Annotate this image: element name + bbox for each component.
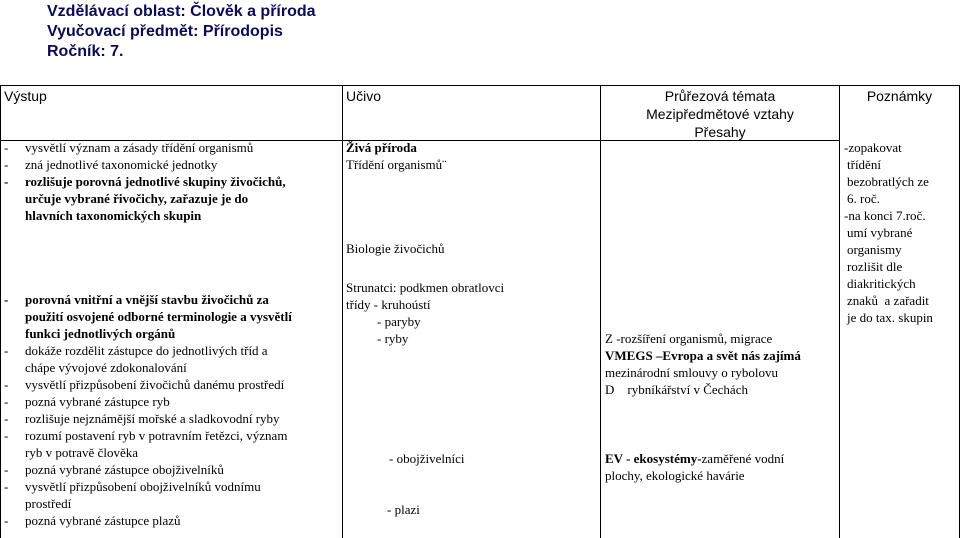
prurez-d: D rybníkářství v Čechách [605, 382, 748, 397]
output-item [4, 326, 175, 343]
note-line: třídění [847, 157, 881, 172]
ucivo-ryby: - ryby [377, 331, 409, 346]
output-text: rozumí postavení ryb v potravním řetězci, význam [25, 428, 288, 443]
output-dash [4, 208, 25, 225]
note-line: umí vybrané [847, 225, 913, 240]
output-dash: - [4, 343, 9, 358]
header-area: Vzdělávací oblast: Člověk a příroda [47, 3, 316, 20]
output-item [4, 496, 71, 513]
prurez-z: Z -rozšíření organismů, migrace [605, 331, 773, 346]
prurez-mezinarodni: mezinárodní smlouvy o rybolovu [605, 365, 778, 380]
output-dash [4, 326, 25, 343]
column-header-prurez [601, 87, 839, 141]
output-text: ryb v potravě člověka [25, 445, 138, 460]
output-item [4, 292, 269, 309]
output-item [4, 377, 284, 394]
output-dash: - [4, 157, 9, 172]
output-dash [4, 496, 25, 513]
output-dash: - [4, 140, 9, 155]
output-item [4, 343, 268, 360]
output-item [4, 462, 224, 479]
output-dash: - [4, 292, 9, 307]
note-line: znaků a zařadit [847, 293, 929, 308]
output-dash [4, 191, 25, 208]
output-text: funkci jednotlivých orgánů [25, 326, 176, 341]
output-text: vysvětlí přizpůsobení živočichů danému prostředí [25, 377, 285, 392]
output-text: porovná vnitřní a vnější stavbu živočichů za [25, 292, 269, 307]
ucivo-trideni: Třídění organismů¨ [346, 157, 447, 172]
output-text: určuje vybrané řivočichy, zařazuje je do [25, 191, 249, 206]
ucivo-tridy: třídy - kruhoústí [346, 297, 431, 312]
column-divider-2 [600, 85, 601, 538]
output-text: vysvětlí přizpůsobení obojživelníků vodnímu [25, 479, 261, 494]
note-line: rozlišit dle [847, 259, 903, 274]
output-text: zná jednotlivé taxonomické jednotky [25, 157, 218, 172]
output-dash [4, 360, 25, 377]
output-text: pozná vybrané zástupce plazů [25, 513, 181, 528]
output-dash: - [4, 428, 9, 443]
curriculum-table [0, 85, 960, 538]
output-text: chápe vývojové zdokonalování [25, 360, 187, 375]
prurez-label: Průřezová témata [664, 88, 776, 104]
column-header-ucivo: Učivo [346, 88, 382, 104]
ucivo-plazi: - plazi [387, 502, 420, 517]
output-text: prostředí [25, 496, 72, 511]
output-text: použití osvojené odborné terminologie a vysvětlí [25, 309, 292, 324]
output-item [4, 411, 280, 428]
output-text: vysvětlí význam a zásady třídění organismů [25, 140, 254, 155]
prurez-vmegs: VMEGS –Evropa a svět nás zajímá [605, 348, 801, 363]
ucivo-biologie: Biologie živočichů [346, 241, 445, 256]
ucivo-strunatci: Strunatci: podkmen obratlovci [346, 280, 505, 295]
ucivo-ziva: Živá příroda [346, 140, 417, 155]
output-item [4, 394, 170, 411]
output-item [4, 140, 253, 157]
output-item [4, 208, 201, 225]
prurez-plochy: plochy, ekologické havárie [605, 468, 745, 483]
header-grade: Ročník: 7. [47, 43, 124, 60]
output-dash [4, 309, 25, 326]
output-dash: - [4, 513, 9, 528]
output-item [4, 428, 287, 445]
note-line: -na konci 7.roč. [844, 208, 926, 223]
ucivo-obojzivelnici: - obojživelníci [389, 451, 465, 466]
output-item [4, 445, 138, 462]
output-dash: - [4, 377, 9, 392]
note-line: organismy [847, 242, 902, 257]
output-text: pozná vybrané zástupce ryb [25, 394, 170, 409]
table-border-top [0, 85, 960, 86]
column-header-vystup: Výstup [4, 88, 47, 104]
output-dash: - [4, 479, 9, 494]
output-dash: - [4, 174, 9, 189]
mezipredmet-label: Mezipředmětové vztahy [646, 106, 794, 122]
output-text: rozlišuje nejznámější mořské a sladkovodní ryby [25, 411, 280, 426]
note-line: 6. roč. [847, 191, 880, 206]
column-divider-3 [839, 85, 840, 538]
header-subject: Vyučovací předmět: Přírodopis [47, 23, 283, 40]
note-line: bezobratlých ze [847, 174, 929, 189]
note-line: -zopakovat [844, 140, 902, 155]
output-dash: - [4, 462, 9, 477]
column-header-poznamky: Poznámky [866, 88, 933, 104]
output-item [4, 360, 187, 377]
document-header [47, 2, 316, 62]
column-divider-1 [342, 85, 343, 538]
prurez-ev [605, 451, 784, 468]
output-text: rozlišuje porovná jednotlivé skupiny živočichů, [25, 174, 286, 189]
output-dash: - [4, 394, 9, 409]
output-item [4, 513, 181, 530]
output-item [4, 174, 286, 191]
output-item [4, 157, 217, 174]
output-dash [4, 445, 25, 462]
presahy-label: Přesahy [694, 124, 746, 140]
output-text: dokáže rozdělit zástupce do jednotlivých tříd a [25, 343, 268, 358]
output-text: pozná vybrané zástupce obojživelníků [25, 462, 224, 477]
output-dash: - [4, 411, 9, 426]
note-line: diakritických [847, 276, 916, 291]
prurez-ev-rest: zaměřené vodní [701, 451, 785, 466]
output-text: hlavních taxonomických skupin [25, 208, 202, 223]
output-item [4, 309, 292, 326]
output-item [4, 191, 248, 208]
note-line: je do tax. skupin [847, 310, 933, 325]
ucivo-paryby: - paryby [377, 314, 421, 329]
output-item [4, 479, 261, 496]
prurez-ev-bold: EV - ekosystémy- [605, 451, 702, 466]
table-border-left [0, 85, 1, 538]
